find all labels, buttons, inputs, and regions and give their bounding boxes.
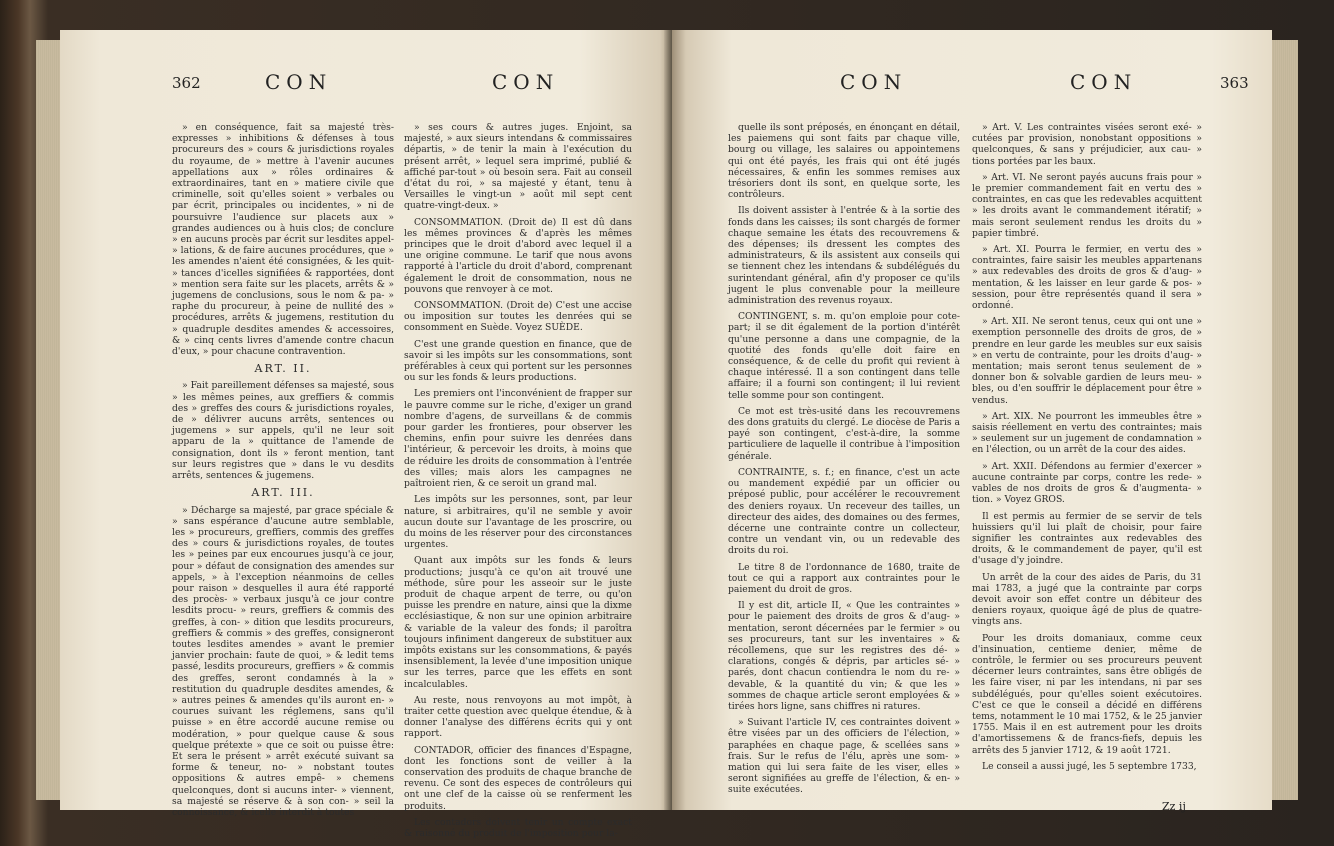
paragraph: Les contadors doivent tenir un compte exact & raisonné du produit de l'imposition pour la- <box>404 816 632 839</box>
paragraph: » Art. V. Les contraintes visées seront exé- » cutées par provision, nonobstant oppositions » quelconques, & sans y préjudicier, aux cau- » tions portées par les baux. <box>972 122 1202 167</box>
left-column-1 <box>172 122 394 818</box>
running-head-left-1: CON <box>265 70 333 94</box>
right-column-1 <box>728 122 960 812</box>
paragraph: Ils doivent assister à l'entrée & à la sortie des fonds dans les caisses; ils sont chargés de former chaque semaine les états des recouvremens & des dépenses; ils dressent les comptes des administrateurs, & ils assistent aux conseils qui se tiennent chez les intendans & subdélégués du surintendant général, afin d'y proposer ce qu'ils jugent le plus convenable pour la meilleure administration des revenus royaux. <box>728 205 960 307</box>
paragraph: Ce mot est très-usité dans les recouvremens des dons gratuits du clergé. Le diocèse de Paris a payé son contingent, c'est-à-dire, la somme particuliere de laquelle il contribue à l'imposition générale. <box>728 405 960 462</box>
page-number-left: 362 <box>172 74 201 92</box>
entry-contrainte: CONTRAINTE, s. f.; en finance, c'est un acte ou mandement expédié par un officier ou préposé public, pour accélérer le recouvrement des deniers royaux. Un receveur des tailles, un directeur des aides, des domaines ou des fermes, décerne une contrainte contre un collecteur, contre un vendant vin, ou un redevable des droits du roi. <box>728 466 960 557</box>
entry-contador: CONTADOR, officier des finances d'Espagne, dont les fonctions sont de veiller à la conservation des produits de chaque branche de revenu. Ce sont des especes de contrôleurs qui ont une clef de la caisse où se renferment les produits. <box>404 744 632 812</box>
page-edges-left <box>36 40 62 800</box>
paragraph: » Art. XIX. Ne pourront les immeubles être » saisis réellement en vertu des contraintes; mais » seulement sur un jugement de condamnation » en l'élection, ou un arrêt de la cour des aides. <box>972 410 1202 456</box>
paragraph: » en conséquence, fait sa majesté très-expresses » inhibitions & défenses à tous procureurs des » cours & jurisdictions royales du royaume, de » mettre à l'avenir aucunes appellations aux » rôles ordinaires & extraordinaires, tant en » matiere civile que criminelle, soit qu'elles soient » verbales ou par écrit, principales ou incidentes, » ni de poursuivre l'audience sur placets aux » grandes audiences ou à huis clos; de conclure » en aucuns procès par écrit sur lesdites appel- » lations, & de faire aucunes procédures, que » les amendes n'aient été consignées, & les quit- » tances d'icelles signifiées & rapportées, dont » mention sera faite sur les placets, arrêts & » jugemens de conclusions, sous le nom & pa- » raphe du procureur, à peine de nullité des » procédures, arrêts & jugemens, restitution du » quadruple desdites amendes & accessoires, & » cinq cents livres d'amende contre chacun d'eux, » pour chacune contravention. <box>172 122 394 358</box>
page-number-right: 363 <box>1220 74 1249 92</box>
left-page <box>60 30 672 839</box>
paragraph: Pour les droits domaniaux, comme ceux d'insinuation, centieme denier, même de contrôle, le fermier ou ses procureurs peuvent décerner leurs contraintes, sans être obligés de les faire viser, ni par les intendans, ni par ses subdélégués, pour qu'elles soient exécutoires. C'est ce que le conseil a décidé en différens tems, notamment le 10 mai 1752, & le 25 janvier 1755. Mais il en est autrement pour les droits d'amortissemens & de francs-fiefs, depuis les arrêts des 5 janvier 1712, & 19 août 1721. <box>972 632 1202 756</box>
paragraph: Un arrêt de la cour des aides de Paris, du 31 mai 1783, a jugé que la contrainte par corps devoit avoir son effet contre un débiteur des deniers royaux, quoique âgé de plus de quatre-vingts ans. <box>972 571 1202 628</box>
paragraph: Les premiers ont l'inconvénient de frapper sur le pauvre comme sur le riche, d'exiger un grand nombre d'agens, de surveillans & de commis pour garder les frontieres, pour observer les chemins, enfin pour suivre les denrées dans l'intérieur, & percevoir les droits, à moins que de réduire les droits de consommation à l'entrée des villes; mais alors les campagnes ne paîtroient rien, & ce seroit un grand mal. <box>404 388 632 490</box>
right-page <box>672 30 1272 813</box>
paragraph: » Art. XXII. Défendons au fermier d'exercer » aucune contrainte par corps, contre les rede- » vables de nos droits de gros & d'augmenta- » tion. » Voyez GROS. <box>972 460 1202 506</box>
paragraph: » Art. VI. Ne seront payés aucuns frais pour » le premier commandement fait en vertu des » contraintes, en cas que les redevables acquittent » les droits avant le commandement itératif; » mais seront seulement rendus les droits du » papier timbré. <box>972 171 1202 239</box>
entry-contingent: CONTINGENT, s. m. qu'on emploie pour cote-part; il se dit également de la portion d'intérêt qu'une personne a dans une compagnie, de la quotité des fonds qu'elle doit faire en conséquence, & de celle du profit qui revient à chaque intéressé. Il a son contingent dans telle affaire; il a fourni son contingent; il lui revient telle somme pour son contingent. <box>728 311 960 401</box>
running-head-right-1: CON <box>840 70 908 94</box>
paragraph: quelle ils sont préposés, en énonçant en détail, les paiemens qui sont faits par chaque ville, bourg ou village, les salaires ou appointemens qui ont été payés, les frais qui ont été jugés nécessaires, & enfin les sommes remises aux trésoriers dont ils sont, en quelque sorte, les contrôleurs. <box>728 122 960 201</box>
paragraph: » Décharge sa majesté, par grace spéciale & » sans espérance d'aucune autre semblable, les » procureurs, greffiers, commis des greffes des » cours & jurisdictions royales, de toutes les » peines par eux encourues jusqu'à ce jour, pour » défaut de consignation des amendes sur appels, » à l'exception néanmoins de celles pour raison » desquelles il aura été rapporté des procès- » verbaux jusqu'à ce jour contre lesdits procu- » reurs, greffiers & commis des greffes, à con- » dition que lesdits procureurs, greffiers & commis » des greffes, consigneront toutes lesdites amendes » avant le premier janvier prochain: faute de quoi, » & ledit tems passé, lesdits procureurs, greffiers » & commis des greffes, seront condamnés à la » restitution du quadruple desdites amendes, & » autres peines & amendes qu'ils auront en- » courues suivant les réglemens, sans qu'il puisse » en être accordé aucune remise ou modération, » pour quelque cause & sous quelque prétexte » que ce soit ou puisse être: Et sera le présent » arrêt exécuté suivant sa forme & teneur, no- » nobstant toutes oppositions & autres empê- » chemens quelconques, dont si aucuns inter- » viennent, sa majesté se réserve & à son con- » seil la connoissance, & icelle interdit à toutes <box>172 504 394 818</box>
paragraph: » Fait pareillement défenses sa majesté, sous » les mêmes peines, aux greffiers & commis des » greffes des cours & jurisdictions royales, de » délivrer aucuns arrêts, sentences ou jugemens » sur appels, qu'il ne leur soit apparu de la » quittance de l'amende de consignation, dont ils » feront mention, tant sur leurs registres que » dans le vu desdits arrêts, sentences & jugemens. <box>172 380 394 482</box>
signature-mark: Zz ij <box>1162 800 1186 813</box>
paragraph: Au reste, nous renvoyons au mot impôt, à traiter cette question avec quelque étendue, & à donner l'analyse des différens écrits qui y ont rapport. <box>404 694 632 740</box>
paragraph: Le conseil a aussi jugé, les 5 septembre 1733, <box>982 760 1197 772</box>
entry-consommation-1: CONSOMMATION. (Droit de) Il est dû dans les mêmes provinces & d'après les mêmes principes que le droit d'abord avec lequel il a une origine commune. Le tarif que nous avons rapporté à l'article du droit d'abord, comprenant également le droit de consommation, nous ne pouvons que renvoyer à ce mot. <box>404 216 632 295</box>
paragraph: » Suivant l'article IV, ces contraintes doivent » être visées par un des officiers de l'élection, » paraphées en chaque page, & scellées sans » frais. Sur le refus de l'élu, après une som- » mation qui lui sera faite de les viser, elles » seront signifiées au greffe de l'élection, & en- » suite exécutées. <box>728 717 960 796</box>
left-column-2 <box>404 122 632 839</box>
paragraph: Il y est dit, article II, « Que les contraintes » pour le paiement des droits de gros & d'aug- » mentation, seront décernées par le fermier » ou ses procureurs, tant sur les inventaires » & récollemens, que sur les registres des dé- » clarations, congés & dépris, par articles sé- » parés, dont chacun contiendra le nom du re- » devable, & la quantité du vin; & que les » sommes de chaque article seront employées & » tirées hors ligne, sans chiffres ni ratures. <box>728 600 960 712</box>
paragraph: » Art. XI. Pourra le fermier, en vertu des » contraintes, faire saisir les meubles appartenans » aux redevables des droits de gros & d'aug- » mentation, & les laisser en leur garde & pos- » session, pour être représentés quand il sera » ordonné. <box>972 244 1202 312</box>
section-heading: ART. II. <box>254 362 312 376</box>
running-head-right-2: CON <box>1070 70 1138 94</box>
paragraph: C'est une grande question en finance, que de savoir si les impôts sur les consommations, sont préférables à ceux qui portent sur les personnes ou sur les fonds & leurs productions. <box>404 338 632 384</box>
page-edges-right <box>1272 40 1298 800</box>
entry-consommation-2: CONSOMMATION. (Droit de) C'est une accise ou imposition sur toutes les denrées qui se consomment en Suède. Voyez SUÈDE. <box>404 300 632 334</box>
paragraph: Les impôts sur les personnes, sont, par leur nature, si arbitraires, qu'il ne semble y avoir aucun doute sur l'avantage de les proscrire, ou du moins de les réserver pour des circonstances urgentes. <box>404 494 632 551</box>
right-column-2 <box>972 122 1202 798</box>
running-head-left-2: CON <box>492 70 560 94</box>
paragraph: » Art. XII. Ne seront tenus, ceux qui ont une » exemption personnelle des droits de gros, de » prendre en leur garde les meubles sur eux saisis » en vertu de contrainte, pour les droits d'aug- » mentation; mais seront tenus seulement de » donner bon & solvable gardien de leurs meu- » bles, ou d'en souffrir le déplacement pour être » vendus. <box>972 316 1202 406</box>
paragraph: Il est permis au fermier de se servir de tels huissiers qu'il lui plaît de choisir, pour faire signifier les contraintes aux redevables des droits, & le commandement de payer, qu'il est d'usage d'y joindre. <box>972 510 1202 567</box>
paragraph: » ses cours & autres juges. Enjoint, sa majesté, » aux sieurs intendans & commissaires départis, » de tenir la main à l'exécution du présent arrêt, » lequel sera imprimé, publié & affiché par-tout » où besoin sera. Fait au conseil d'état du roi, » sa majesté y étant, tenu à Versailles le vingt-un » août mil sept cent quatre-vingt-deux. » <box>404 122 632 212</box>
section-heading: ART. III. <box>251 486 315 500</box>
paragraph: Quant aux impôts sur les fonds & leurs productions; jusqu'à ce qu'on ait trouvé une méthode, sûre pour les asseoir sur le juste produit de chaque arpent de terre, ou qu'on puisse les prendre en nature, ainsi que la dixme ecclésiastique, & non sur une opinion arbitraire & variable de la valeur des fonds; il paroîtra toujours infiniment dangereux de substituer aux impôts existans sur les consommations, & payés insensiblement, la levée d'une imposition unique sur les terres, parce que les effets en sont incalculables. <box>404 555 632 690</box>
paragraph: Le titre 8 de l'ordonnance de 1680, traite de tout ce qui a rapport aux contraintes pour le paiement du droit de gros. <box>728 561 960 595</box>
